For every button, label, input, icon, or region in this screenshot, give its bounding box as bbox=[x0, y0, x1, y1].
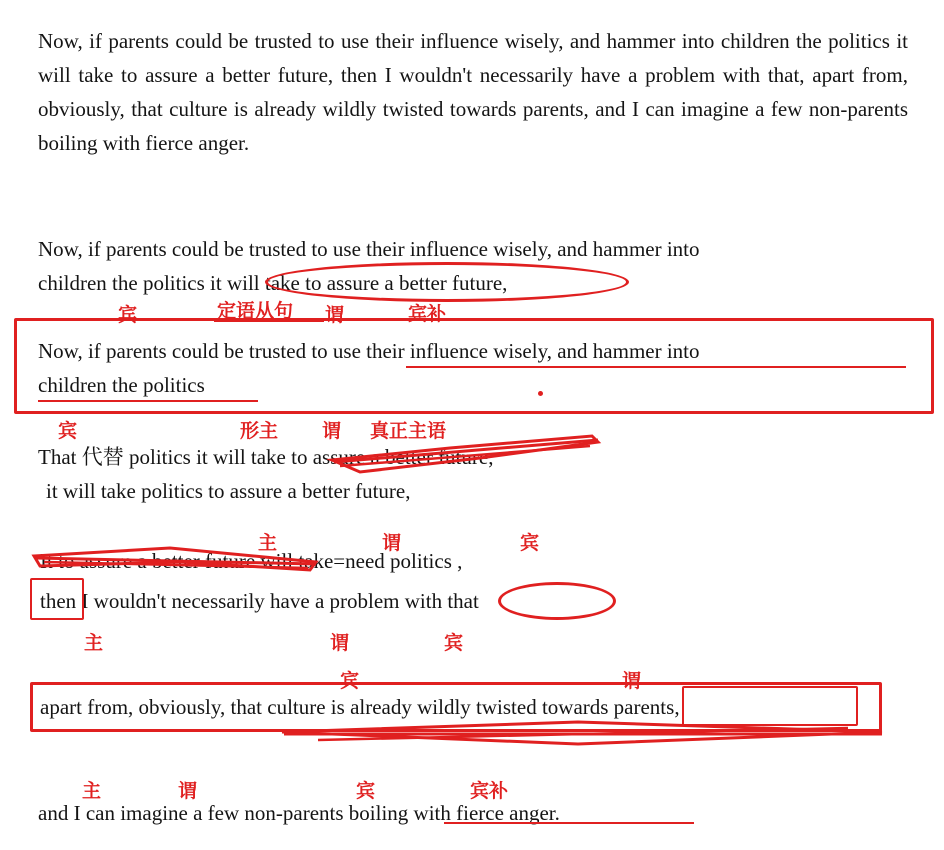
paragraph-rewrite-1: it will take politics to assure a better future, bbox=[46, 479, 411, 503]
box-then bbox=[30, 578, 84, 620]
paragraph-breakdown-1-line2: children the politics it will take to assure a better future, bbox=[38, 271, 508, 295]
annotation-label-predicate-6: 谓 bbox=[178, 780, 198, 802]
paragraph-that-substitute: That 代替 politics it will take to assure a better future, bbox=[38, 445, 494, 469]
annotation-label-object-1: 宾 bbox=[118, 304, 138, 326]
annotation-label-predicate-5: 谓 bbox=[622, 670, 642, 692]
annotation-label-predicate-3: 谓 bbox=[382, 532, 402, 554]
annotation-label-formal-subject: 形主 bbox=[240, 420, 279, 442]
annotation-label-object-2: 宾 bbox=[58, 420, 78, 442]
annotation-label-subject-2: 主 bbox=[84, 632, 104, 654]
period-mark bbox=[538, 391, 543, 396]
underline-children-the-politics bbox=[38, 400, 258, 402]
annotation-label-object-5: 宾 bbox=[340, 670, 360, 692]
underline-to-use-influence bbox=[406, 366, 906, 368]
annotation-label-predicate-2: 谓 bbox=[322, 420, 342, 442]
annotation-label-subject-1: 主 bbox=[258, 532, 278, 554]
annotation-label-object-6: 宾 bbox=[356, 780, 376, 802]
annotation-label-predicate-4: 谓 bbox=[330, 632, 350, 654]
annotation-label-object-4: 宾 bbox=[444, 632, 464, 654]
paragraph-original: Now, if parents could be trusted to use their influence wisely, and hammer into children the politics it will take to assure a better future, then I wouldn't necessarily have a problem with that, apart from, obviously, that culture is already wildly twisted towards parents, and I can imagine a few non-parents boiling with fierce anger. bbox=[38, 29, 908, 155]
annotation-label-object-complement-1: 宾补 bbox=[408, 303, 447, 325]
box-towards-parents bbox=[682, 686, 858, 726]
annotation-label-object-complement-2: 宾补 bbox=[470, 780, 509, 802]
paragraph-final: and I can imagine a few non-parents boiling with fierce anger. bbox=[38, 801, 560, 825]
ellipse-relative-clause bbox=[265, 262, 629, 302]
ellipse-with-that bbox=[498, 582, 616, 620]
underline-boiling-with-fierce-anger bbox=[444, 822, 694, 824]
paragraph-apart-from: apart from, obviously, that culture is already wildly twisted towards parents, bbox=[40, 695, 680, 719]
paragraph-breakdown-2-line2: children the politics bbox=[38, 373, 205, 397]
annotation-label-predicate-1: 谓 bbox=[325, 304, 345, 326]
paragraph-breakdown-1-line1: Now, if parents could be trusted to use their influence wisely, and hammer into bbox=[38, 237, 700, 261]
annotation-label-subject-3: 主 bbox=[82, 780, 102, 802]
annotation-label-object-3: 宾 bbox=[520, 532, 540, 554]
annotation-label-attributive-clause: 定语从句 bbox=[217, 300, 294, 322]
annotation-label-real-subject: 真正主语 bbox=[370, 420, 447, 442]
paragraph-then-clause: then I wouldn't necessarily have a problem with that bbox=[40, 589, 479, 613]
paragraph-rewrite-2: It to assure a better future will take=need politics , bbox=[40, 549, 463, 573]
paragraph-breakdown-2-line1: Now, if parents could be trusted to use their influence wisely, and hammer into bbox=[38, 339, 700, 363]
